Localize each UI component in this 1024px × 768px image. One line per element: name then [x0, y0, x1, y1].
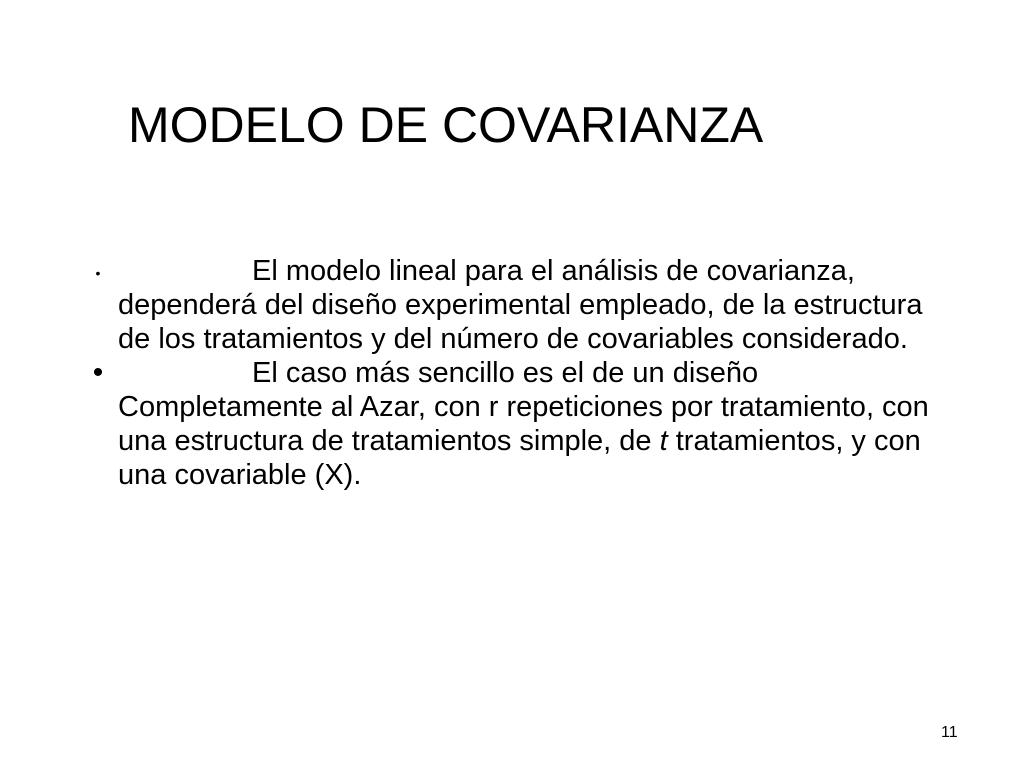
- slide-body: [86, 254, 946, 492]
- bullet-text: El caso más sencillo es el de un diseño Completamente al Azar, con r repeticiones por tratamiento, con una estructura de tratamientos simple, de t tratamientos, y con una covariable (X).: [118, 357, 929, 491]
- bullet-text: El modelo lineal para el análisis de covarianza, dependerá del diseño experimental empleado, de la estructura de los tratamientos y del número de covariables considerado.: [118, 255, 923, 355]
- bullet-item: [86, 254, 946, 356]
- bullet-icon: •: [95, 265, 101, 281]
- italic-variable: t: [659, 425, 668, 457]
- page-number: 11: [941, 724, 958, 741]
- bullet-item: [86, 356, 946, 492]
- bullet-icon: •: [92, 356, 104, 389]
- slide-title: MODELO DE COVARIANZA: [128, 97, 764, 153]
